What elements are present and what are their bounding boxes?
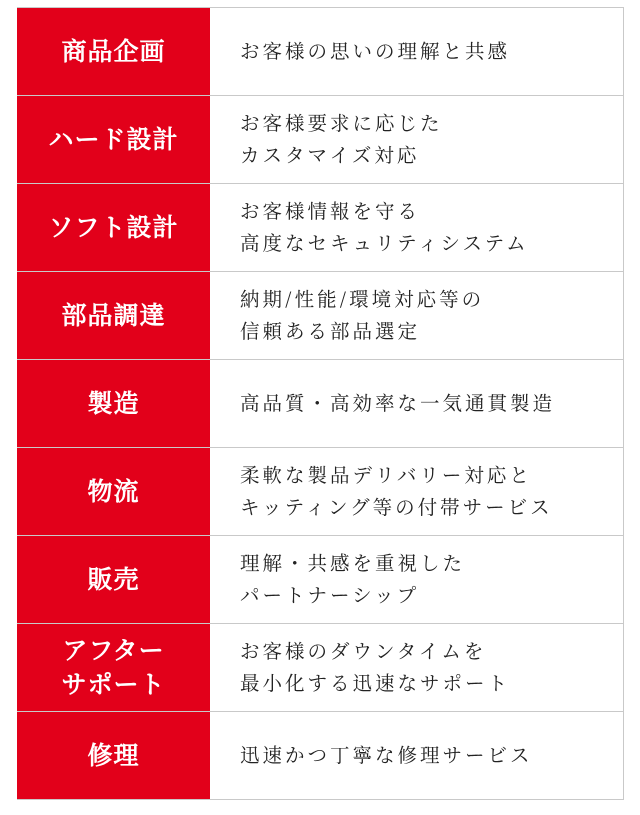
- row-description-line: 最小化する迅速なサポート: [240, 671, 511, 695]
- row-description: [210, 360, 623, 447]
- row-label-line: ソフト設計: [48, 212, 179, 242]
- row-label: [17, 184, 210, 271]
- table-row-repair: [17, 712, 623, 800]
- row-label-line: 製造: [87, 388, 140, 418]
- row-description: [210, 272, 623, 359]
- row-label-line: 物流: [87, 476, 140, 506]
- table-row-hardware-design: [17, 96, 623, 184]
- row-description-line: お客様情報を守る: [240, 200, 421, 224]
- row-description-line: 高度なセキュリティシステム: [240, 231, 529, 255]
- row-description-line: 高品質・高効率な一気通貫製造: [240, 391, 556, 415]
- row-description-line: お客様要求に応じた: [240, 112, 443, 136]
- row-description: [210, 712, 623, 799]
- table-row-software-design: [17, 184, 623, 272]
- row-label: [17, 448, 210, 535]
- row-description: [210, 624, 623, 711]
- row-label-line: 販売: [87, 564, 140, 594]
- row-description-line: 信頼ある部品選定: [240, 319, 421, 343]
- table-row-procurement: [17, 272, 623, 360]
- row-label: [17, 712, 210, 799]
- row-label: [17, 272, 210, 359]
- row-description-line: 迅速かつ丁寧な修理サービス: [240, 743, 533, 767]
- row-description: [210, 184, 623, 271]
- table-row-logistics: [17, 448, 623, 536]
- row-description-line: お客様の思いの理解と共感: [240, 39, 511, 63]
- table-row-sales: [17, 536, 623, 624]
- row-label-line: 商品企画: [61, 36, 166, 66]
- row-description: [210, 96, 623, 183]
- row-description: [210, 536, 623, 623]
- row-label-line: サポート: [61, 669, 166, 699]
- row-description-line: 柔軟な製品デリバリー対応と: [240, 464, 532, 488]
- table-row-after-support: [17, 624, 623, 712]
- row-label: [17, 360, 210, 447]
- row-label-line: 修理: [87, 740, 140, 770]
- row-description-line: 理解・共感を重視した: [240, 552, 466, 576]
- row-label: [17, 536, 210, 623]
- row-description-line: お客様のダウンタイムを: [240, 640, 487, 664]
- row-label-line: ハード設計: [48, 124, 179, 154]
- row-description: [210, 8, 623, 95]
- row-label: [17, 96, 210, 183]
- row-description-line: キッティング等の付帯サービス: [240, 495, 553, 519]
- row-description-line: パートナーシップ: [240, 583, 420, 607]
- row-label: [17, 624, 210, 711]
- table-row-manufacturing: [17, 360, 623, 448]
- row-label: [17, 8, 210, 95]
- service-table: [17, 7, 624, 800]
- row-label-line: 部品調達: [61, 300, 166, 330]
- row-label-line: アフター: [62, 635, 165, 665]
- row-description-line: 納期/性能/環境対応等の: [240, 288, 485, 312]
- row-description-line: カスタマイズ対応: [240, 143, 420, 167]
- table-row-product-planning: [17, 8, 623, 96]
- row-description: [210, 448, 623, 535]
